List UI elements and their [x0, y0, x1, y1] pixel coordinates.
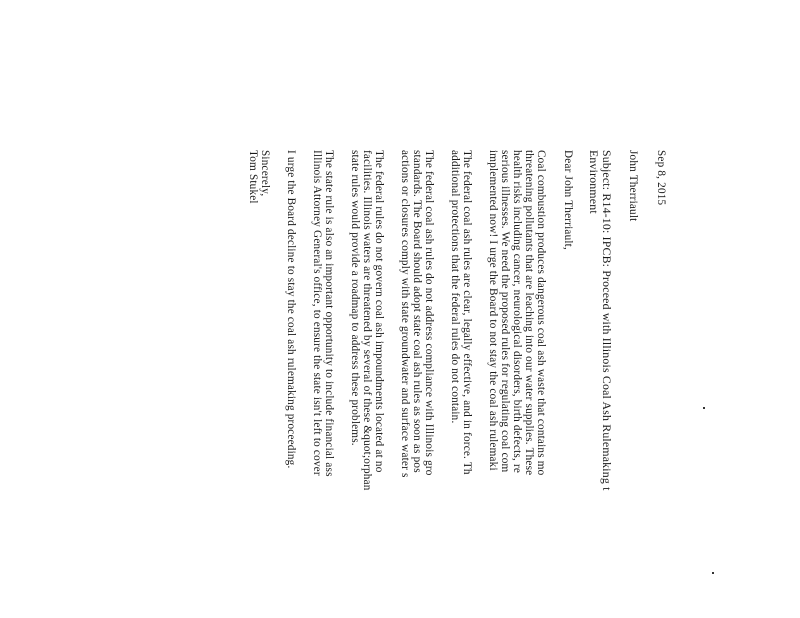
letter-subject-line-2: Environment: [587, 150, 601, 214]
letter-date: Sep 8, 2015: [655, 150, 667, 206]
paragraph-1-line-4: serious illnesses. We need the proposed rules for regulating coal com: [499, 150, 511, 473]
letter-closing: Sincerely,: [259, 150, 271, 197]
paragraph-2-line-2: additional protections that the federal rules do not contain.: [449, 150, 461, 424]
paragraph-4-line-1: The federal rules do not govern coal ash impoundments located at no: [373, 150, 385, 473]
paragraph-6-line-1: I urge the Board decline to stay the coal ash rulemaking proceeding.: [285, 150, 297, 469]
paragraph-1-line-3: health risks including cancer, neurological disorders, birth defects, re: [511, 150, 523, 474]
paragraph-4-line-2: facilities. Illinois waters are threatened by several of these &quot;orphan: [361, 150, 373, 491]
paragraph-2-line-1: The federal coal ash rules are clear, legally effective, and in force. Th: [461, 150, 473, 475]
paragraph-4-line-3: state rules would provide a roadmap to address these problems.: [349, 150, 361, 446]
paragraph-5-line-1: The state rule is also an important opportunity to include financial ass: [323, 150, 335, 477]
scan-speck: [712, 572, 714, 574]
letter-recipient: John Therriault: [627, 150, 639, 222]
paragraph-3-line-1: The federal coal ash rules do not address compliance with Illinois gro: [423, 150, 435, 476]
letter-signature: Tom Stukel: [247, 150, 259, 204]
scan-speck: [703, 407, 705, 409]
paragraph-1-line-2: threatening pollutants that are leaching into our water supplies. These: [523, 150, 535, 476]
paragraph-3-line-2: standards. The Board should adopt state coal ash rules as soon as pos: [411, 150, 423, 473]
paragraph-1-line-1: Coal combustion produces dangerous coal ash waste that contains mo: [535, 150, 547, 476]
letter-salutation: Dear John Therriault,: [562, 150, 574, 250]
paragraph-5-line-2: Illinois Attorney General's office, to ensure the state isn't left to cover: [311, 150, 323, 476]
paragraph-1-line-5: implemented now! I urge the Board to not stay the coal ash rulemaki: [487, 150, 499, 471]
paragraph-3-line-3: actions or closures comply with state groundwater and surface water s: [399, 150, 411, 478]
letter-subject-line-1: Subject: R14-10: IPCB: Proceed with Illinois Coal Ash Rulemaking t: [600, 150, 614, 491]
